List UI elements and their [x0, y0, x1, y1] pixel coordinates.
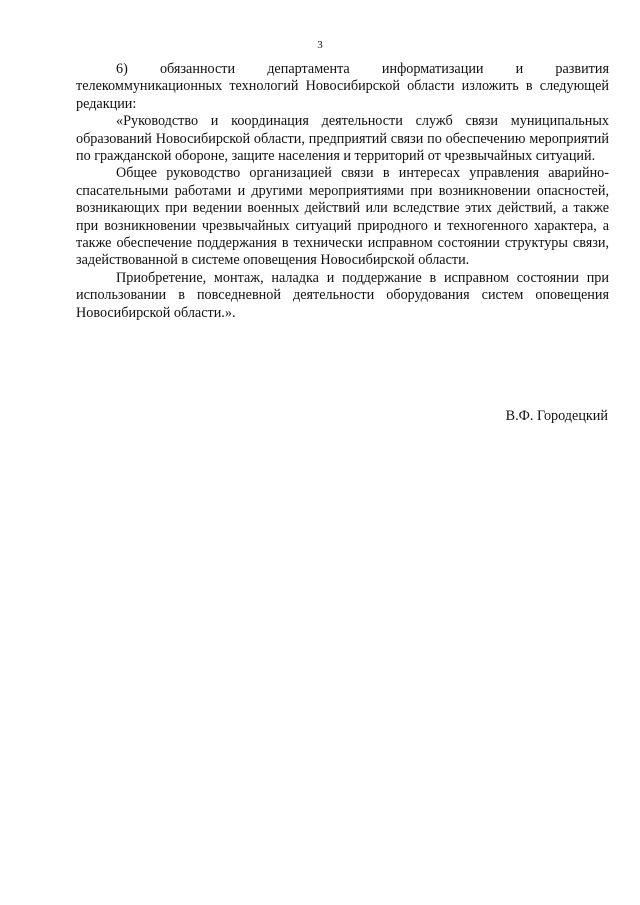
document-body: [76, 61, 609, 322]
signature-name: В.Ф. Городецкий: [505, 408, 608, 424]
paragraph-general-management: Общее руководство организацией связи в интересах управления аварийно-спасательными работами и другими мероприятиями при возникновении опасностей, возникающих при ведении военных действий или вследствие этих действий, а также при возникновении чрезвычайных ситуаций природного и техногенного характера, а также обеспечение поддержания в технически исправном состоянии структуры связи, задействованной в системе оповещения Новосибирской области.: [76, 165, 609, 269]
page-number: 3: [317, 39, 323, 51]
paragraph-item-6-intro: 6) обязанности департамента информатизации и развития телекоммуникационных технологий Новосибирской области изложить в следующей редакции:: [76, 61, 609, 112]
paragraph-equipment: Приобретение, монтаж, наладка и поддержание в исправном состоянии при использовании в повседневной деятельности оборудования систем оповещения Новосибирской области.».: [76, 269, 609, 321]
paragraph-coordination: «Руководство и координация деятельности служб связи муниципальных образований Новосибирской области, предприятий связи по обеспечению мероприятий по гражданской обороне, защите населения и территорий от чрезвычайных ситуаций.: [76, 113, 609, 165]
